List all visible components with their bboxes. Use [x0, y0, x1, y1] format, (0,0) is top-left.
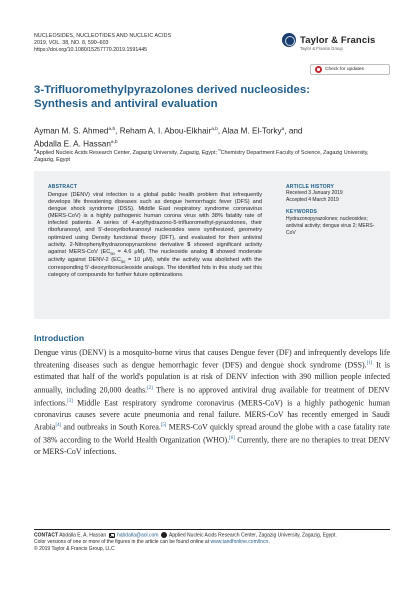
affiliation-b: Chemistry Department Faculty of Science, Zagazig University, Zagazig, Egypt — [34, 149, 369, 164]
journal-doi[interactable]: https://doi.org/10.1080/15257770.2019.1591445 — [34, 47, 148, 53]
check-updates-icon — [315, 66, 322, 73]
history-received: Received 3 January 2019 — [286, 190, 343, 196]
footer-divider — [34, 529, 390, 530]
color-note — [34, 539, 390, 546]
abstract-text: Dengue (DENV) viral infection is a global public health problem that infrequently develops life threatening diseases such as dengue hemorrhagic fever (DFS) and dengue shock syndrome (DSS). Middle East respiratory syndrome coronavirus (MERS-CoV) is a highly pathogenic human corona virus with 38% fatality rate of infected patients. A series of 4-arylhydrazono-5-trifluoromethyl-pyrazolones, their ribofuranosyl, and 5′-deoxyribofuranosyl nucleosides were synthesized, geometry optimized using Density functional theory (DFT), and evaluated for their antiviral activity. 2-Nitrophenylhydrazonopyrazolone derivative 5 showed significant activity against MERS-CoV ($EC_{50} = 4.6$ μM). The nucleoside analog 8 showed moderate activity against DENV-2 ($EC_{50} = 10$ μM), while the activity was abolished with the corresponding 5′-deoxyribonucleoside analogs. The identified hits in this study set this category of compounds for further future optimizations. — [48, 192, 263, 279]
publisher-name: Taylor & Francis — [300, 34, 376, 46]
copyright: © 2019 Taylor & Francis Group, LLC — [34, 545, 115, 552]
contact-name: Abdalla E. A. Hassan — [59, 532, 107, 539]
check-updates-label: Check for updates — [325, 67, 364, 72]
contact-institution: Applied Nucleic Acids Research Center, Zagazig University, Zagazig, Egypt. — [168, 532, 337, 539]
institution-icon — [161, 532, 167, 538]
author-affiliation-marker: a,b — [108, 127, 116, 132]
citation-link[interactable]: [2] — [147, 385, 153, 391]
journal-name: NUCLEOSIDES, NUCLEOTIDES AND NUCLEIC ACIDS — [34, 33, 172, 39]
footnote-area — [34, 532, 390, 552]
author-list — [34, 124, 390, 149]
citation-link[interactable]: [4] — [55, 423, 62, 429]
author-name: Reham A. I. Abou-Elkhair — [119, 126, 212, 136]
publisher-logo — [282, 33, 390, 51]
contact-email[interactable]: habdalla@aol.com — [116, 532, 159, 539]
author-affiliation-marker: a,b — [211, 127, 218, 132]
history-label: ARTICLE HISTORY — [286, 184, 335, 190]
taylor-francis-logo-icon — [282, 33, 296, 47]
author-affiliation-marker: a — [281, 127, 285, 132]
keywords-label: KEYWORDS — [286, 209, 318, 216]
contact-label: CONTACT — [34, 532, 59, 539]
affiliations — [34, 147, 390, 164]
color-note-link[interactable]: www.tandfonline.com/lncn — [210, 538, 269, 545]
keywords-text: Hydrazonopyrazolones; nucleosides; antiviral activity; dengue virus 2; MERS-CoV — [286, 216, 375, 236]
color-note-text: Color versions of one or more of the figures in the article can be found online at — [34, 538, 211, 545]
affiliation-marker-a: a — [34, 148, 37, 152]
author-affiliation-marker: a,b — [110, 139, 118, 145]
authors-line-1 — [34, 124, 390, 137]
introduction-body: Dengue virus (DENV) is a mosquito-borne virus that causes Dengue fever (DF) and infrequently develops life threatening diseases such as dengue hemorrhagic fever (DFS) and dengue shock syndrome (DSS).[1] It is estimated that half of the world's population is at risk of DENV infection with 390 million people infected annually, including 20,000 deaths.[2] There is no approved antiviral drug available for treatment of DENV infections.[3] Middle East respiratory syndrome coronavirus (MERS-CoV) is a highly pathogenic human coronavirus causes severe acute pneumonia and renal failure. MERS-CoV has recently emerged in Saudi Arabia[4] and outbreaks in South Korea.[5] MERS-CoV quickly spread around the globe with a case fatality rate of 38% according to the World Health Organization (WHO).[6] Currently, there are no therapies to treat DENV or MERS-CoV infections. — [34, 348, 391, 457]
abstract-label: ABSTRACT — [48, 184, 78, 190]
citation-link[interactable]: [6] — [229, 436, 235, 442]
article-title — [34, 83, 390, 111]
author-separator: , — [217, 126, 222, 136]
journal-issue: 2019, VOL. 38, NO. 8, 590–603 — [34, 40, 109, 46]
citation-link[interactable]: [3] — [67, 398, 73, 404]
color-note-end: . — [268, 538, 270, 545]
author-name: Abdalla E. A. Hassan — [34, 139, 111, 149]
publisher-tagline: Taylor & Francis Group — [300, 46, 343, 51]
author-name: Alaa M. El-Torky — [221, 126, 282, 136]
email-icon — [109, 533, 115, 538]
title-line-2: Synthesis and antiviral evaluation — [34, 98, 218, 110]
article-history — [286, 184, 382, 237]
author-separator: , — [115, 126, 120, 136]
abstract-section — [48, 184, 262, 279]
contact-line — [34, 532, 390, 539]
citation-link[interactable]: [1] — [366, 361, 373, 367]
introduction-heading: Introduction — [34, 333, 85, 343]
journal-header — [34, 33, 244, 54]
check-updates-button[interactable] — [310, 64, 390, 75]
affiliation-a: Applied Nucleic Acids Research Center, Zagazig University, Zagazig, Egypt; — [36, 149, 219, 156]
history-accepted: Accepted 4 March 2019 — [286, 196, 339, 203]
citation-link[interactable]: [5] — [160, 423, 167, 429]
affiliation-marker-b: b — [218, 148, 221, 152]
author-name: Ayman M. S. Ahmed — [34, 126, 109, 136]
title-line-1: 3-Trifluoromethylpyrazolones derived nucleosides: — [34, 84, 310, 96]
author-separator: , and — [284, 126, 303, 136]
